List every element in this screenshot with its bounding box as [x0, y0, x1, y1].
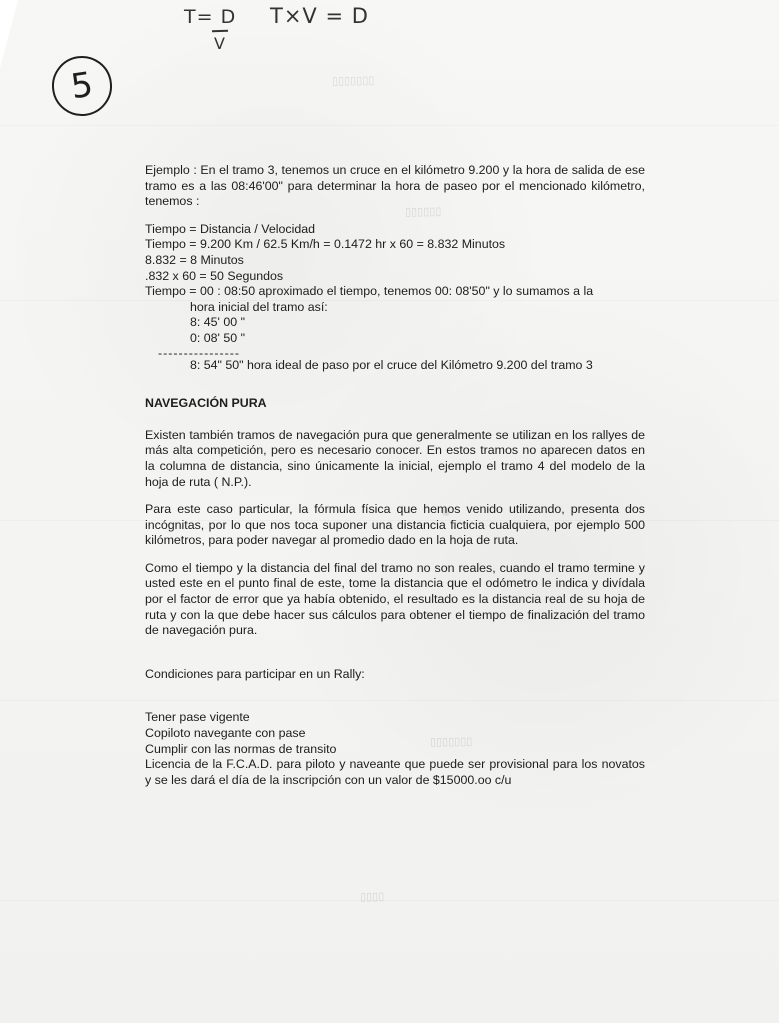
condiciones-title: Condiciones para participar en un Rally: [145, 666, 365, 681]
faded-bleedthrough: ▯▯▯▯▯▯▯ [331, 74, 375, 88]
formula-line-6: hora inicial del tramo así: [190, 299, 328, 314]
dash-separator: ---------------- [158, 345, 241, 360]
section-heading-navegacion: NAVEGACIÓN PURA [145, 396, 267, 411]
sum-line-1: 8: 45' 00 " [190, 315, 245, 330]
spacer [145, 651, 645, 667]
navegacion-paragraph-2: Para este caso particular, la fórmula física que hemos venido utilizando, presenta dos incógnitas, por lo que nos toca suponer una distancia ficticia cualquiera, por ejemplo 500 kilómetros, para poder navegar al promedio dado en la hoja de ruta. [145, 502, 645, 548]
circled-page-number: 5 [48, 52, 116, 120]
faded-bleedthrough: ▯▯▯▯ [359, 890, 385, 904]
navegacion-paragraph-3: Como el tiempo y la distancia del final del tramo no son reales, cuando el tramo termine y usted este en el punto final de este, tome la distancia que el odómetro le indica y divídala por el factor de error que ya había obtenido, el resultado es la distancia real de su hoja de ruta y con la que debe hacer sus cálculos para obtener el tiempo de finalización del tramo de navegación pura. [145, 560, 645, 638]
example-intro: Ejemplo : En el tramo 3, tenemos un cruce en el kilómetro 9.200 y la hora de salida de ese tramo es a las 08:46'00" para determinar la hora de paseo por el mencionado kilómetro, tenemos : [145, 163, 645, 209]
faded-bleedthrough: ▯▯▯▯▯▯▯ [429, 735, 473, 749]
scan-line [0, 125, 779, 126]
document-body [145, 163, 645, 788]
handwritten-formula-left: T= D [184, 6, 237, 28]
handwritten-formula-right: T×V = D [270, 4, 369, 28]
faded-bleedthrough: ▯▯▯▯▯▯ [404, 205, 442, 219]
formula-line-4: .832 x 60 = 50 Segundos [145, 268, 284, 283]
result-line: 8: 54" 50" hora ideal de paso por el cruce del Kilómetro 9.200 del tramo 3 [190, 357, 593, 372]
navegacion-paragraph-1: Existen también tramos de navegación pura que generalmente se utilizan en los rallyes de más alta competición, pero es necesario conocer. En estos tramos no aparecen datos en la columna de distancia, sino únicamente la inicial, ejemplo el tramo 4 del modelo de la hoja de ruta ( N.P.). [145, 427, 645, 489]
formula-line-5: Tiempo = 00 : 08:50 aproximado el tiempo, tenemos 00: 08'50" y lo sumamos a la [145, 284, 594, 299]
condition-item: Licencia de la F.C.A.D. para piloto y naveante que puede ser provisional para los novatos y se les dará el día de la inscripción con un valor de $15000.oo c/u [145, 757, 645, 787]
formula-line-1: Tiempo = Distancia / Velocidad [145, 221, 316, 236]
formula-line-3: 8.832 = 8 Minutos [145, 252, 244, 267]
formula-line-2: Tiempo = 9.200 Km / 62.5 Km/h = 0.1472 hr x 60 = 8.832 Minutos [145, 237, 506, 252]
sum-line-2: 0: 08' 50 " [190, 330, 245, 345]
condition-item: Copiloto navegante con pase [145, 726, 306, 741]
condition-item: Tener pase vigente [145, 710, 250, 725]
handwritten-formula-left-denominator: V [214, 34, 225, 53]
scan-line [0, 900, 779, 901]
page-corner [0, 0, 18, 68]
spacer [145, 694, 645, 710]
condition-item: Cumplir con las normas de transito [145, 741, 337, 756]
fraction-line [212, 30, 228, 32]
